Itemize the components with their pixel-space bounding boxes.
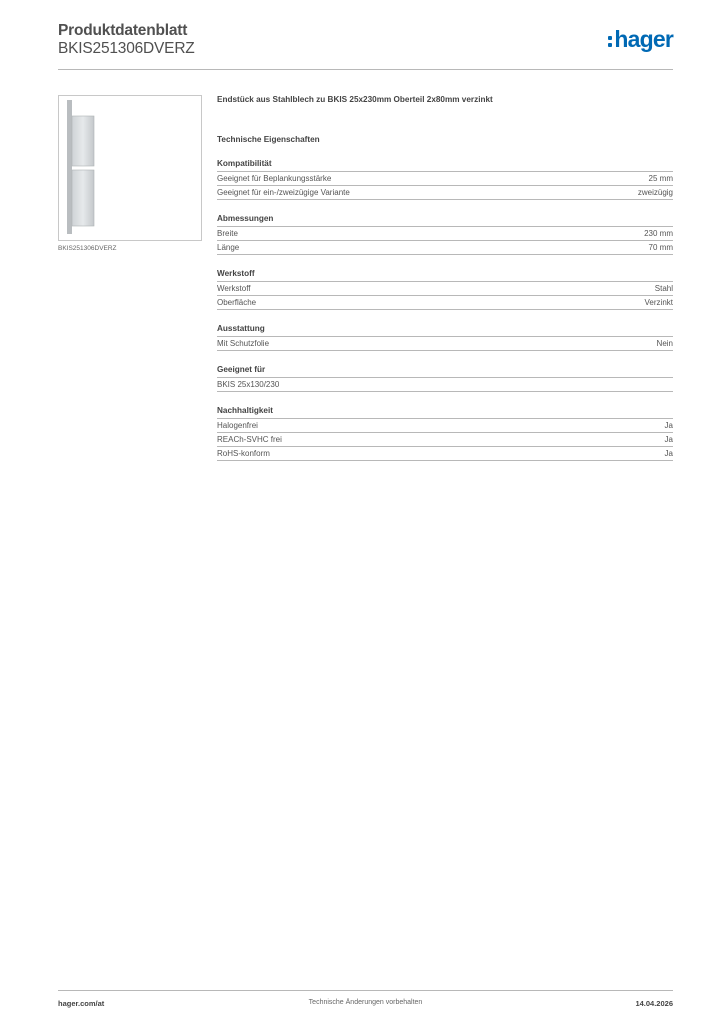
property-row bbox=[217, 241, 673, 255]
property-value: Stahl bbox=[654, 284, 673, 293]
section-title: Abmessungen bbox=[217, 214, 673, 227]
property-label: Breite bbox=[217, 229, 238, 238]
property-label: Geeignet für Beplankungsstärke bbox=[217, 174, 332, 183]
page-footer bbox=[58, 990, 673, 1010]
property-row bbox=[217, 296, 673, 310]
property-value: 70 mm bbox=[648, 243, 673, 252]
property-row bbox=[217, 337, 673, 351]
end-piece-illustration bbox=[59, 96, 201, 240]
property-value: 230 mm bbox=[644, 229, 673, 238]
property-label: Halogenfrei bbox=[217, 421, 258, 430]
logo-dots-icon bbox=[608, 36, 612, 47]
property-section bbox=[217, 365, 673, 392]
property-label: REACh-SVHC frei bbox=[217, 435, 282, 444]
technical-properties-heading: Technische Eigenschaften bbox=[217, 135, 320, 144]
property-section bbox=[217, 214, 673, 255]
property-row bbox=[217, 419, 673, 433]
image-caption: BKIS251306DVERZ bbox=[58, 245, 117, 252]
property-value: Verzinkt bbox=[644, 298, 673, 307]
property-section bbox=[217, 269, 673, 310]
property-value: Ja bbox=[664, 435, 673, 444]
property-label: Oberfläche bbox=[217, 298, 257, 307]
logo-text: hager bbox=[614, 26, 673, 52]
section-title: Kompatibilität bbox=[217, 159, 673, 172]
property-label: Geeignet für ein-/zweizügige Variante bbox=[217, 188, 350, 197]
section-title: Nachhaltigkeit bbox=[217, 406, 673, 419]
property-value: zweizügig bbox=[637, 188, 673, 197]
property-row bbox=[217, 378, 673, 392]
property-row bbox=[217, 447, 673, 461]
footer-date: 14.04.2026 bbox=[635, 999, 673, 1008]
page-header bbox=[58, 22, 673, 70]
footer-disclaimer: Technische Änderungen vorbehalten bbox=[308, 999, 423, 1006]
property-section bbox=[217, 406, 673, 461]
product-number: BKIS251306DVERZ bbox=[58, 40, 195, 57]
property-label: BKIS 25x130/230 bbox=[217, 380, 280, 389]
property-row bbox=[217, 172, 673, 186]
document-title: Produktdatenblatt bbox=[58, 22, 188, 39]
section-title: Ausstattung bbox=[217, 324, 673, 337]
property-value: Ja bbox=[664, 449, 673, 458]
section-title: Werkstoff bbox=[217, 269, 673, 282]
hager-logo bbox=[608, 28, 673, 51]
product-details bbox=[217, 95, 673, 475]
footer-website: hager.com/at bbox=[58, 999, 105, 1008]
property-value: 25 mm bbox=[648, 174, 673, 183]
property-section bbox=[217, 159, 673, 200]
section-title: Geeignet für bbox=[217, 365, 673, 378]
property-label: Länge bbox=[217, 243, 240, 252]
properties-sections bbox=[217, 159, 673, 461]
property-value: Ja bbox=[664, 421, 673, 430]
property-label: Werkstoff bbox=[217, 284, 251, 293]
product-image bbox=[58, 95, 202, 241]
property-row bbox=[217, 227, 673, 241]
property-label: RoHS-konform bbox=[217, 449, 270, 458]
property-row bbox=[217, 186, 673, 200]
property-row bbox=[217, 433, 673, 447]
property-row bbox=[217, 282, 673, 296]
property-value: Nein bbox=[656, 339, 673, 348]
product-description: Endstück aus Stahlblech zu BKIS 25x230mm Oberteil 2x80mm verzinkt bbox=[217, 95, 493, 104]
property-section bbox=[217, 324, 673, 351]
property-label: Mit Schutzfolie bbox=[217, 339, 270, 348]
